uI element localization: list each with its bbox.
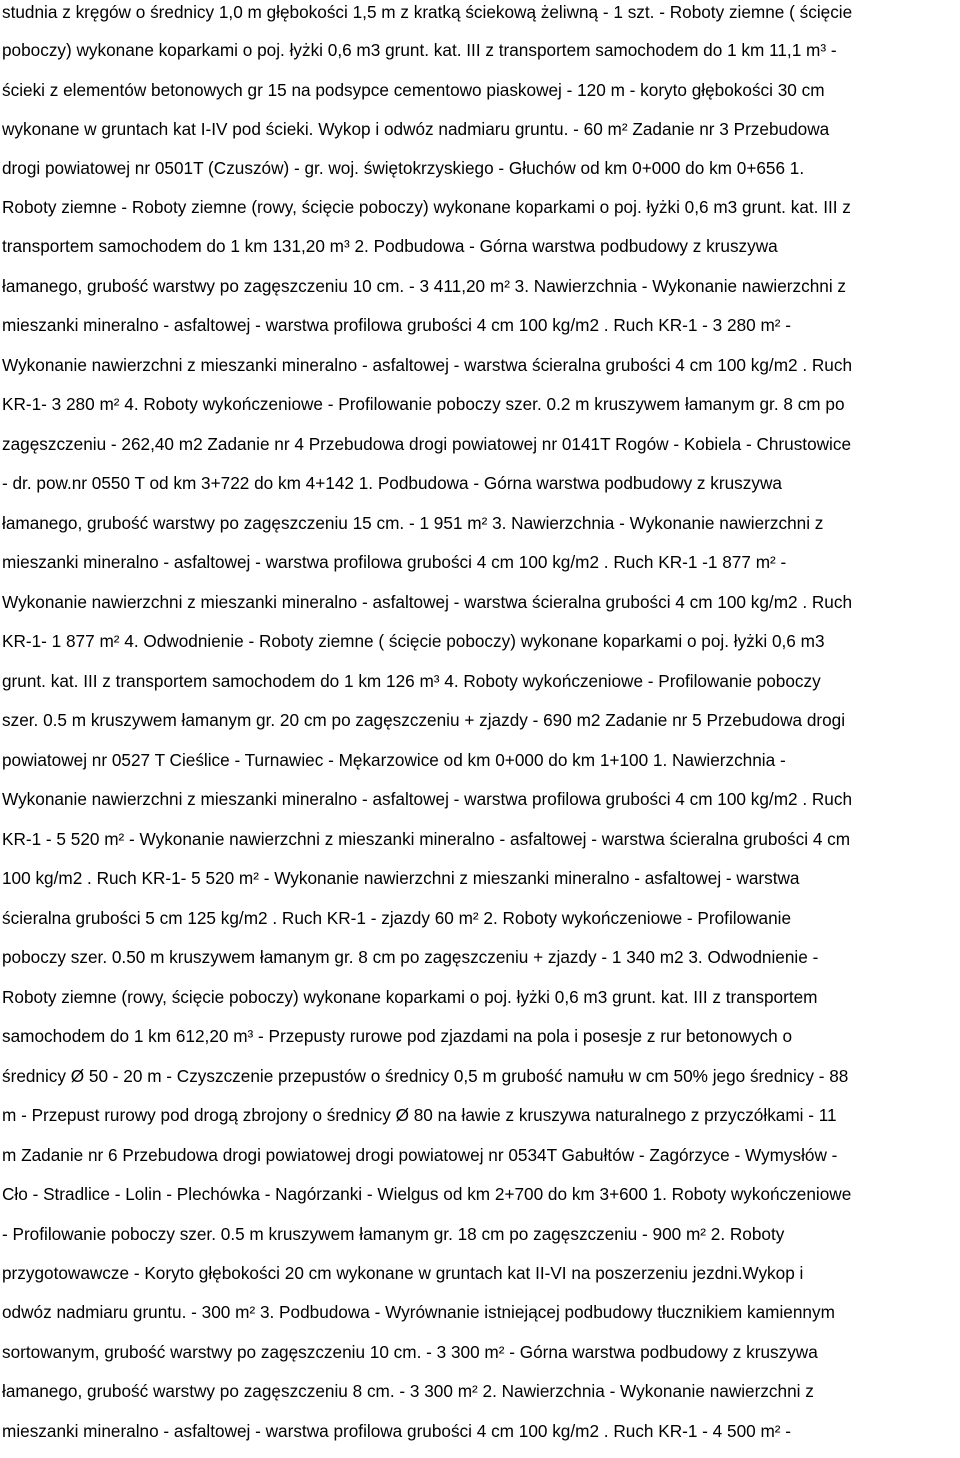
text-line: średnicy Ø 50 - 20 m - Czyszczenie przepustów o średnicy 0,5 m grubość namułu w cm 50% jego średnicy - 88 [2, 1066, 849, 1086]
text-line: łamanego, grubość warstwy po zagęszczeniu 8 cm. - 3 300 m² 2. Nawierzchnia - Wykonanie nawierzchni z [2, 1381, 814, 1401]
text-line: mieszanki mineralno - asfaltowej - warstwa profilowa grubości 4 cm 100 kg/m2 . Ruch KR-1 - 4 500 m² - [2, 1421, 792, 1441]
text-line: 100 kg/m2 . Ruch KR-1- 5 520 m² - Wykonanie nawierzchni z mieszanki mineralno - asfaltowej - warstwa [2, 868, 800, 888]
text-line: łamanego, grubość warstwy po zagęszczeniu 10 cm. - 3 411,20 m² 3. Nawierzchnia - Wykonanie nawierzchni z [2, 276, 847, 296]
text-line: sortowanym, grubość warstwy po zagęszczeniu 10 cm. - 3 300 m² - Górna warstwa podbudowy z kruszywa [2, 1342, 818, 1362]
text-line: ścieralna grubości 5 cm 125 kg/m2 . Ruch KR-1 - zjazdy 60 m² 2. Roboty wykończeniowe - Profilowanie [2, 908, 792, 928]
text-line: odwóz nadmiaru gruntu. - 300 m² 3. Podbudowa - Wyrównanie istniejącej podbudowy tłucznikiem kamiennym [2, 1302, 835, 1322]
text-line: mieszanki mineralno - asfaltowej - warstwa profilowa grubości 4 cm 100 kg/m2 . Ruch KR-1 -1 877 m² - [2, 552, 787, 572]
text-line: Cło - Stradlice - Lolin - Plechówka - Nagórzanki - Wielgus od km 2+700 do km 3+600 1. Roboty wykończeniowe [2, 1184, 852, 1204]
text-line: przygotowawcze - Koryto głębokości 20 cm wykonane w gruntach kat II-VI na poszerzeniu jezdni.Wykop i [2, 1263, 804, 1283]
text-line: KR-1- 1 877 m² 4. Odwodnienie - Roboty ziemne ( ścięcie poboczy) wykonane koparkami o poj. łyżki 0,6 m3 [2, 631, 825, 651]
text-line: transportem samochodem do 1 km 131,20 m³ 2. Podbudowa - Górna warstwa podbudowy z kruszywa [2, 236, 778, 256]
text-line: powiatowej nr 0527 T Cieślice - Turnawiec - Mękarzowice od km 0+000 do km 1+100 1. Nawierzchnia - [2, 750, 786, 770]
text-line: Wykonanie nawierzchni z mieszanki mineralno - asfaltowej - warstwa ścieralna grubości 4 cm 100 kg/m2 . Ruch [2, 355, 853, 375]
text-line: Wykonanie nawierzchni z mieszanki mineralno - asfaltowej - warstwa ścieralna grubości 4 cm 100 kg/m2 . Ruch [2, 592, 853, 612]
text-line: KR-1- 3 280 m² 4. Roboty wykończeniowe - Profilowanie poboczy szer. 0.2 m kruszywem łamanym gr. 8 cm po [2, 394, 845, 414]
text-line: grunt. kat. III z transportem samochodem do 1 km 126 m³ 4. Roboty wykończeniowe - Profilowanie poboczy [2, 671, 821, 691]
text-line: studnia z kręgów o średnicy 1,0 m głębokości 1,5 m z kratką ściekową żeliwną - 1 szt. - Roboty ziemne ( ścięcie [2, 2, 853, 22]
text-line: Roboty ziemne (rowy, ścięcie poboczy) wykonane koparkami o poj. łyżki 0,6 m3 grunt. kat. III z transportem [2, 987, 818, 1007]
text-line: m Zadanie nr 6 Przebudowa drogi powiatowej drogi powiatowej nr 0534T Gabułtów - Zagórzyce - Wymysłów - [2, 1145, 838, 1165]
text-line: drogi powiatowej nr 0501T (Czuszów) - gr. woj. świętokrzyskiego - Głuchów od km 0+000 do km 0+656 1. [2, 158, 805, 178]
text-line: mieszanki mineralno - asfaltowej - warstwa profilowa grubości 4 cm 100 kg/m2 . Ruch KR-1 - 3 280 m² - [2, 315, 792, 335]
text-line: wykonane w gruntach kat I-IV pod ścieki. Wykop i odwóz nadmiaru gruntu. - 60 m² Zadanie nr 3 Przebudowa [2, 119, 830, 139]
text-line: szer. 0.5 m kruszywem łamanym gr. 20 cm po zagęszczeniu + zjazdy - 690 m2 Zadanie nr 5 Przebudowa drogi [2, 710, 846, 730]
text-line: zagęszczeniu - 262,40 m2 Zadanie nr 4 Przebudowa drogi powiatowej nr 0141T Rogów - Kobiela - Chrustowice [2, 434, 852, 454]
text-line: samochodem do 1 km 612,20 m³ - Przepusty rurowe pod zjazdami na pola i posesje z rur betonowych o [2, 1026, 793, 1046]
text-line: m - Przepust rurowy pod drogą zbrojony o średnicy Ø 80 na ławie z kruszywa naturalnego z przyczółkami - 11 [2, 1105, 837, 1125]
text-line: - Profilowanie poboczy szer. 0.5 m kruszywem łamanym gr. 18 cm po zagęszczeniu - 900 m² 2. Roboty [2, 1224, 785, 1244]
text-line: łamanego, grubość warstwy po zagęszczeniu 15 cm. - 1 951 m² 3. Nawierzchnia - Wykonanie nawierzchni z [2, 513, 824, 533]
text-line: Wykonanie nawierzchni z mieszanki mineralno - asfaltowej - warstwa profilowa grubości 4 cm 100 kg/m2 . Ruch [2, 789, 853, 809]
text-line: poboczy szer. 0.50 m kruszywem łamanym gr. 8 cm po zagęszczeniu + zjazdy - 1 340 m2 3. Odwodnienie - [2, 947, 819, 967]
text-line: KR-1 - 5 520 m² - Wykonanie nawierzchni z mieszanki mineralno - asfaltowej - warstwa ścieralna grubości 4 cm [2, 829, 851, 849]
text-line: Roboty ziemne - Roboty ziemne (rowy, ścięcie poboczy) wykonane koparkami o poj. łyżki 0,6 m3 grunt. kat. III z [2, 197, 851, 217]
text-line: poboczy) wykonane koparkami o poj. łyżki 0,6 m3 grunt. kat. III z transportem samochodem do 1 km 11,1 m³ - [2, 40, 837, 60]
text-line: - dr. pow.nr 0550 T od km 3+722 do km 4+142 1. Podbudowa - Górna warstwa podbudowy z kruszywa [2, 473, 782, 493]
text-line: ścieki z elementów betonowych gr 15 na podsypce cementowo piaskowej - 120 m - koryto głębokości 30 cm [2, 80, 825, 100]
